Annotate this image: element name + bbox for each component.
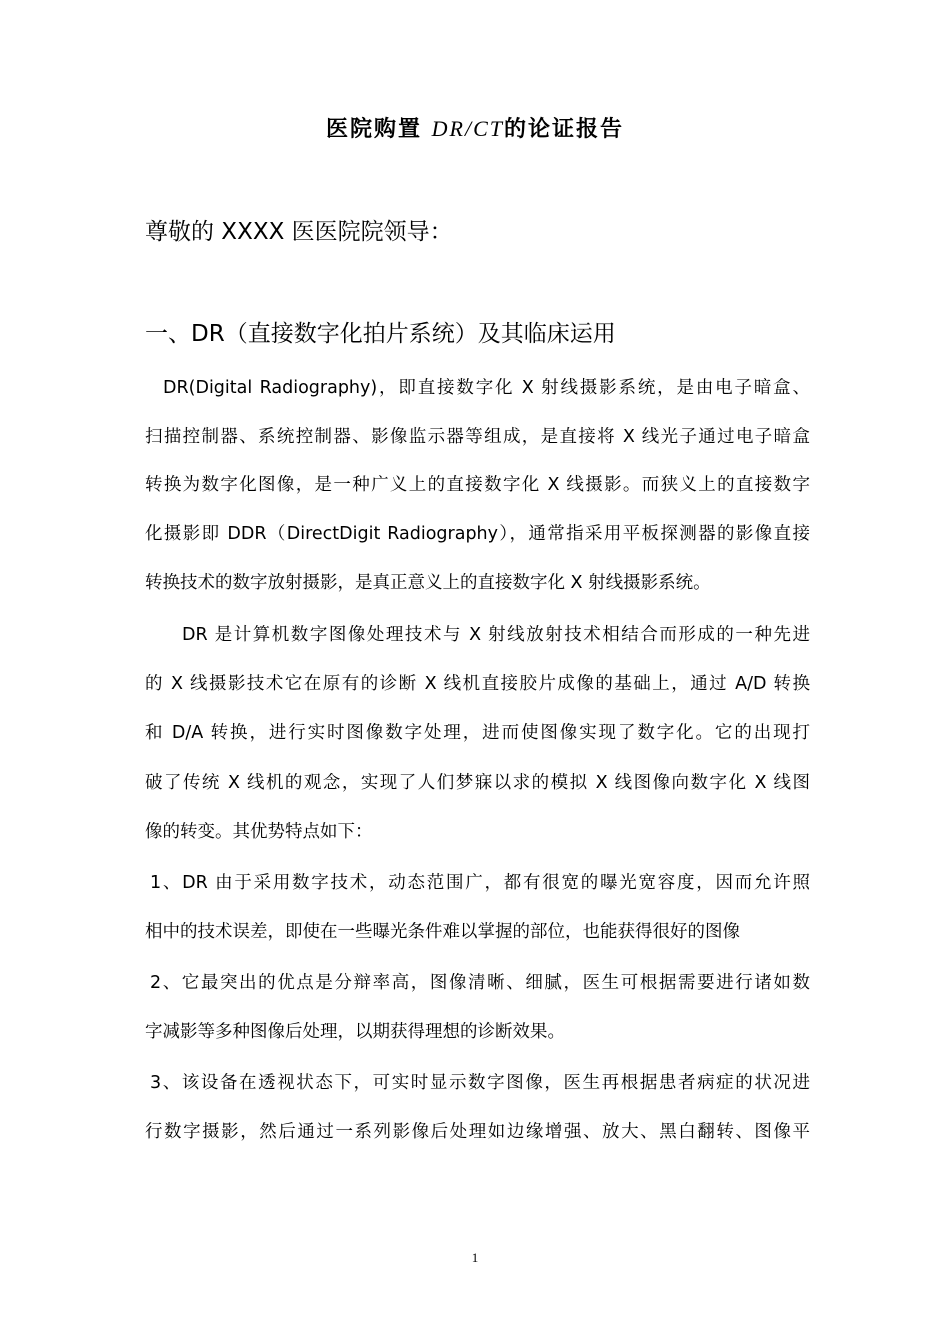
document-title: [0, 112, 950, 143]
list-item-line: 2、它最突出的优点是分辩率高，图像清晰、细腻，医生可根据需要进行诸如数: [150, 973, 810, 993]
title-latin: DR/CT: [431, 116, 504, 141]
paragraph-line: 转换技术的数字放射摄影，是真正意义上的直接数字化 X 射线摄影系统。: [145, 573, 711, 593]
list-item-line: 3、该设备在透视状态下，可实时显示数字图像，医生再根据患者病症的状况进: [150, 1073, 810, 1093]
title-suffix: 的论证报告: [504, 116, 625, 142]
paragraph-line: 像的转变。其优势特点如下：: [145, 822, 373, 842]
list-item-line: 相中的技术误差，即使在一些曝光条件难以掌握的部位，也能获得很好的图像: [145, 922, 740, 942]
page-number: 1: [471, 1250, 479, 1265]
list-item-line: 行数字摄影，然后通过一系列影像后处理如边缘增强、放大、黑白翻转、图像平: [145, 1122, 810, 1142]
list-item-line: 1、DR 由于采用数字技术，动态范围广，都有很宽的曝光宽容度，因而允许照: [150, 873, 810, 893]
paragraph-line: 破了传统 X 线机的观念，实现了人们梦寐以求的模拟 X 线图像向数字化 X 线图: [145, 773, 810, 793]
paragraph-line: 转换为数字化图像，是一种广义上的直接数字化 X 线摄影。而狭义上的直接数字: [145, 475, 810, 495]
title-prefix: 医院购置: [325, 116, 432, 142]
paragraph-line: DR 是计算机数字图像处理技术与 X 射线放射技术相结合而形成的一种先进: [182, 625, 810, 645]
paragraph-line: 化摄影即 DDR（DirectDigit Radiography），通常指采用平板探测器的影像直接: [145, 524, 810, 544]
section-heading: 一、DR（直接数字化拍片系统）及其临床运用: [145, 321, 616, 347]
paragraph-line: DR(Digital Radiography)，即直接数字化 X 射线摄影系统，是由电子暗盒、: [163, 378, 810, 398]
paragraph-line: 的 X 线摄影技术它在原有的诊断 X 线机直接胶片成像的基础上，通过 A/D 转换: [145, 674, 810, 694]
salutation: 尊敬的 XXXX 医医院院领导：: [145, 219, 453, 245]
paragraph-line: 扫描控制器、系统控制器、影像监示器等组成，是直接将 X 线光子通过电子暗盒: [145, 427, 810, 447]
list-item-line: 字减影等多种图像后处理，以期获得理想的诊断效果。: [145, 1022, 565, 1042]
paragraph-line: 和 D/A 转换，进行实时图像数字处理，进而使图像实现了数字化。它的出现打: [145, 723, 810, 743]
